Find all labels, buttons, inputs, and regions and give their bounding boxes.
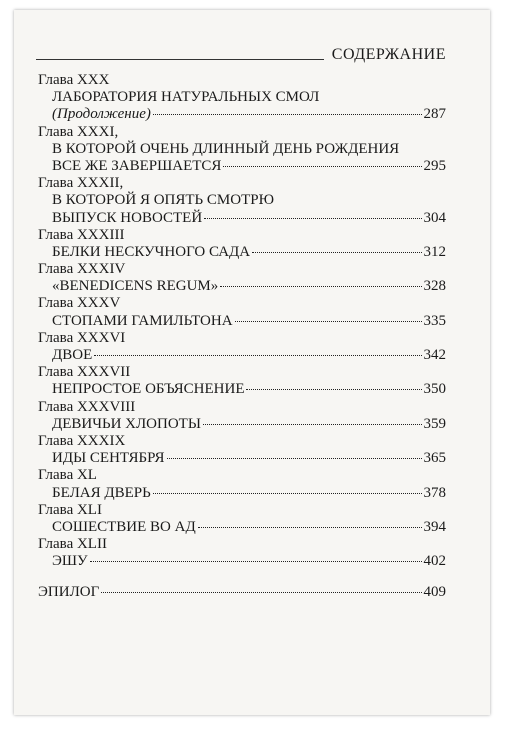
chapter-title-line [38,158,446,175]
running-head-title: СОДЕРЖАНИЕ [331,46,446,63]
toc-entry[interactable] [38,364,446,398]
chapter-title-text: ВСЕ ЖЕ ЗАВЕРШАЕТСЯ [52,157,222,174]
page-number: 394 [423,518,446,535]
toc-entry[interactable] [38,467,446,501]
toc-entry[interactable] [38,72,446,124]
page-number: 287 [423,106,446,123]
epilogue-entry[interactable] [38,584,446,601]
toc-entry[interactable] [38,124,446,176]
epilogue-title: ЭПИЛОГ [38,584,100,601]
dot-leader [94,355,421,356]
chapter-title-text: БЕЛАЯ ДВЕРЬ [52,484,151,501]
chapter-title-line [38,278,446,295]
chapter-number: Глава XXXIII [38,226,125,243]
dot-leader [153,114,422,115]
page-number: 304 [423,209,446,226]
dot-leader [246,389,421,390]
toc-entry[interactable] [38,433,446,467]
chapter-number: Глава XXXVII [38,364,131,381]
chapter-title-text: (Продолжение) [52,106,151,123]
chapter-number: Глава XXXIX [38,432,126,449]
chapter-number: Глава XLII [38,536,107,553]
dot-leader [252,252,421,253]
table-of-contents [38,72,446,602]
page-number: 378 [423,484,446,501]
page-number: 295 [423,157,446,174]
dot-leader [204,218,421,219]
chapter-title-text: СТОПАМИ ГАМИЛЬТОНА [52,312,233,329]
chapter-title-text: В КОТОРОЙ Я ОПЯТЬ СМОТРЮ [52,192,275,209]
chapter-number: Глава XXXI, [38,123,119,140]
chapter-title-line [38,485,446,502]
dot-leader [198,527,422,528]
chapter-number: Глава XXXII, [38,175,124,192]
chapter-title-line [38,519,446,536]
chapter-title-text: ЭШУ [52,553,88,570]
running-head [36,44,446,64]
page-number: 409 [423,584,446,601]
chapter-number: Глава XLI [38,501,102,518]
page-number: 342 [423,347,446,363]
chapter-title-line [38,141,446,158]
chapter-title-line [38,89,446,106]
page-number: 350 [423,381,446,398]
chapter-number: Глава XXXVIII [38,398,136,415]
toc-entry[interactable] [38,399,446,433]
dot-leader [223,166,421,167]
chapter-number: Глава XXXVI [38,329,126,346]
chapter-title-line [38,210,446,227]
dot-leader [235,321,422,322]
chapter-title-line [38,450,446,467]
dot-leader [220,286,421,287]
page-number: 312 [423,243,446,260]
toc-entry[interactable] [38,295,446,329]
toc-entry[interactable] [38,536,446,570]
chapter-title-text: ЛАБОРАТОРИЯ НАТУРАЛЬНЫХ СМОЛ [52,89,320,106]
page-number: 328 [423,278,446,295]
header-rule [36,59,324,60]
chapter-title-text: БЕЛКИ НЕСКУЧНОГО САДА [52,243,251,260]
page-number: 365 [423,450,446,467]
chapter-title-text: СОШЕСТВИЕ ВО АД [52,518,196,535]
page-number: 359 [423,415,446,432]
chapter-title-line [38,381,446,398]
chapter-number: Глава XL [38,467,97,484]
chapter-title-line [38,244,446,261]
toc-entry[interactable] [38,261,446,295]
chapter-number: Глава XXX [38,72,110,88]
chapter-title-line [38,553,446,570]
toc-entry[interactable] [38,330,446,364]
page-number: 402 [423,553,446,570]
chapter-title-text: ДЕВИЧЬИ ХЛОПОТЫ [52,415,201,432]
toc-entry[interactable] [38,175,446,227]
toc-entry[interactable] [38,227,446,261]
dot-leader [167,458,422,459]
chapter-title-text: ВЫПУСК НОВОСТЕЙ [52,209,203,226]
chapter-title-text: ИДЫ СЕНТЯБРЯ [52,450,165,467]
dot-leader [153,493,422,494]
dot-leader [203,424,422,425]
spacer [38,570,446,584]
chapter-number: Глава XXXV [38,295,121,312]
chapter-title-line [38,192,446,209]
chapter-title-line [38,106,446,123]
chapter-number: Глава XXXIV [38,261,126,278]
chapter-title-text: В КОТОРОЙ ОЧЕНЬ ДЛИННЫЙ ДЕНЬ РОЖДЕНИЯ [52,140,400,157]
chapter-title-text: «BENEDICENS REGUM» [52,278,219,295]
chapter-title-line [38,347,446,364]
book-page [14,10,490,715]
chapter-title-line [38,416,446,433]
dot-leader [101,592,421,593]
chapter-title-text: ДВОЕ [52,347,93,363]
dot-leader [90,561,422,562]
page-number: 335 [423,312,446,329]
chapter-title-text: НЕПРОСТОЕ ОБЪЯСНЕНИЕ [52,381,245,398]
chapter-title-line [38,313,446,330]
toc-entry[interactable] [38,502,446,536]
